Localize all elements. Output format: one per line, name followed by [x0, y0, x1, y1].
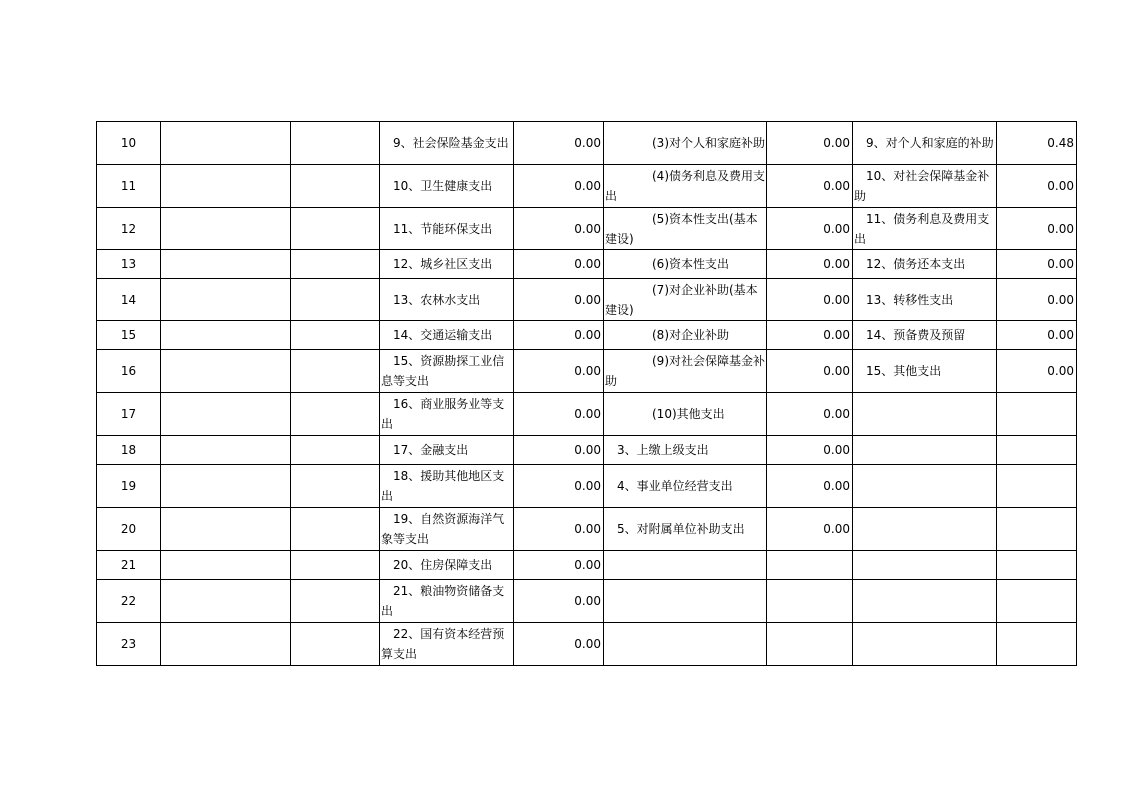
expenditure-item: [380, 551, 514, 580]
economic-item-text: (6)资本性支出: [652, 257, 729, 271]
category-item: [853, 436, 997, 465]
category-amount: [997, 551, 1077, 580]
economic-item: [604, 250, 767, 279]
empty-cell: [291, 393, 380, 436]
expenditure-item-text: 20、住房保障支出: [393, 558, 493, 572]
empty-cell: [291, 551, 380, 580]
category-item-text: 11、债务利息及费用支出: [854, 211, 990, 246]
table-row: [97, 165, 1077, 208]
expenditure-amount: [514, 122, 604, 165]
expenditure-item-text: 13、农林水支出: [393, 292, 481, 307]
empty-cell: [161, 208, 291, 250]
expenditure-item: [380, 321, 514, 350]
table-row: [97, 279, 1077, 321]
category-item: [853, 208, 997, 250]
economic-amount-text: 0.00: [823, 221, 850, 236]
category-item: [853, 623, 997, 666]
row-number: [97, 508, 161, 551]
economic-item: [604, 465, 767, 508]
row-number-text: 16: [120, 364, 137, 378]
category-amount: [997, 580, 1077, 623]
expenditure-amount: [514, 508, 604, 551]
category-amount-text: 0.00: [1047, 179, 1074, 193]
expenditure-item: [380, 623, 514, 666]
row-number: [97, 393, 161, 436]
empty-cell: [161, 580, 291, 623]
expenditure-amount: [514, 465, 604, 508]
empty-cell: [161, 321, 291, 350]
empty-cell: [161, 350, 291, 393]
economic-amount-text: 0.00: [823, 407, 850, 421]
economic-item-text: (8)对企业补助: [652, 328, 729, 342]
empty-cell: [291, 122, 380, 165]
expenditure-item-text: 18、援助其他地区支出: [381, 469, 505, 503]
row-number-text: 11: [120, 179, 137, 193]
table-row: [97, 321, 1077, 350]
expenditure-amount: [514, 580, 604, 623]
expenditure-item: [380, 122, 514, 165]
row-number-text: 18: [120, 443, 137, 457]
expenditure-amount-text: 0.00: [574, 292, 601, 307]
empty-cell: [291, 508, 380, 551]
row-number-text: 13: [120, 257, 137, 271]
economic-amount: [767, 279, 853, 321]
economic-item: [604, 321, 767, 350]
empty-cell: [291, 321, 380, 350]
expenditure-amount-text: 0.00: [574, 179, 601, 193]
row-number: [97, 122, 161, 165]
expenditure-amount-text: 0.00: [574, 637, 601, 651]
category-amount: [997, 321, 1077, 350]
economic-amount: [767, 208, 853, 250]
category-amount: [997, 208, 1077, 250]
empty-cell: [161, 250, 291, 279]
economic-item-text: 5、对附属单位补助支出: [617, 522, 745, 536]
economic-amount: [767, 580, 853, 623]
expenditure-amount-text: 0.00: [574, 594, 601, 608]
row-number-text: 21: [120, 558, 137, 572]
expenditure-table: [96, 121, 1077, 666]
economic-amount-text: 0.00: [823, 328, 850, 342]
expenditure-amount-text: 0.00: [574, 443, 601, 457]
expenditure-item: [380, 208, 514, 250]
expenditure-item-text: 9、社会保险基金支出: [393, 136, 509, 150]
economic-item-text: (3)对个人和家庭补助: [652, 136, 765, 150]
empty-cell: [161, 279, 291, 321]
expenditure-item-text: 22、国有资本经营预算支出: [381, 627, 505, 661]
expenditure-item-text: 15、资源勘探工业信息等支出: [381, 354, 505, 388]
expenditure-item: [380, 279, 514, 321]
category-amount: [997, 350, 1077, 393]
table-row: [97, 436, 1077, 465]
empty-cell: [291, 208, 380, 250]
empty-cell: [291, 165, 380, 208]
category-item: [853, 122, 997, 165]
economic-item: [604, 279, 767, 321]
expenditure-item: [380, 465, 514, 508]
economic-item-text: (4)债务利息及费用支出: [605, 169, 765, 203]
table-row: [97, 250, 1077, 279]
economic-item-text: 4、事业单位经营支出: [617, 479, 733, 493]
economic-item-text: (7)对企业补助(基本建设): [605, 282, 758, 317]
economic-item-text: (9)对社会保障基金补助: [605, 354, 765, 388]
row-number-text: 10: [120, 136, 137, 150]
table-row: [97, 465, 1077, 508]
category-item-text: 9、对个人和家庭的补助: [866, 136, 994, 150]
category-item: [853, 321, 997, 350]
expenditure-amount-text: 0.00: [574, 257, 601, 271]
expenditure-item: [380, 250, 514, 279]
expenditure-item-text: 21、粮油物资储备支出: [381, 584, 505, 618]
economic-item-text: 3、上缴上级支出: [617, 443, 709, 457]
category-amount-text: 0.00: [1047, 364, 1074, 378]
row-number: [97, 208, 161, 250]
economic-item: [604, 350, 767, 393]
expenditure-amount: [514, 393, 604, 436]
expenditure-item-text: 19、自然资源海洋气象等支出: [381, 512, 505, 546]
empty-cell: [291, 436, 380, 465]
row-number-text: 14: [120, 292, 137, 307]
category-item-text: 12、债务还本支出: [866, 257, 966, 271]
economic-amount: [767, 122, 853, 165]
economic-amount: [767, 350, 853, 393]
category-amount: [997, 165, 1077, 208]
economic-item: [604, 436, 767, 465]
category-item: [853, 580, 997, 623]
category-amount-text: 0.00: [1047, 257, 1074, 271]
economic-item: [604, 208, 767, 250]
category-amount-text: 0.00: [1047, 292, 1074, 307]
category-item-text: 14、预备费及预留: [866, 328, 966, 342]
expenditure-item: [380, 165, 514, 208]
table-row: [97, 208, 1077, 250]
economic-amount: [767, 393, 853, 436]
economic-amount: [767, 436, 853, 465]
expenditure-item-text: 11、节能环保支出: [393, 221, 493, 236]
row-number: [97, 279, 161, 321]
economic-item: [604, 580, 767, 623]
economic-item: [604, 393, 767, 436]
row-number-text: 19: [120, 479, 137, 493]
category-amount-text: 0.48: [1047, 136, 1074, 150]
economic-amount-text: 0.00: [823, 522, 850, 536]
economic-amount: [767, 165, 853, 208]
expenditure-item-text: 17、金融支出: [393, 443, 469, 457]
economic-amount: [767, 623, 853, 666]
table-row: [97, 551, 1077, 580]
row-number-text: 15: [120, 328, 137, 342]
category-item: [853, 465, 997, 508]
empty-cell: [161, 508, 291, 551]
category-item: [853, 551, 997, 580]
row-number: [97, 350, 161, 393]
category-amount: [997, 623, 1077, 666]
row-number: [97, 436, 161, 465]
empty-cell: [161, 551, 291, 580]
expenditure-item: [380, 580, 514, 623]
row-number: [97, 321, 161, 350]
economic-item-text: (10)其他支出: [652, 407, 725, 421]
expenditure-item-text: 10、卫生健康支出: [393, 179, 493, 193]
category-item: [853, 508, 997, 551]
expenditure-amount: [514, 623, 604, 666]
category-amount: [997, 122, 1077, 165]
row-number-text: 12: [120, 221, 137, 236]
expenditure-amount: [514, 279, 604, 321]
economic-item: [604, 508, 767, 551]
expenditure-amount-text: 0.00: [574, 328, 601, 342]
category-item-text: 10、对社会保障基金补助: [854, 169, 990, 203]
expenditure-item-text: 16、商业服务业等支出: [381, 397, 505, 431]
economic-item: [604, 623, 767, 666]
category-amount: [997, 436, 1077, 465]
expenditure-amount-text: 0.00: [574, 479, 601, 493]
row-number: [97, 465, 161, 508]
empty-cell: [161, 465, 291, 508]
category-item: [853, 393, 997, 436]
expenditure-item: [380, 436, 514, 465]
row-number-text: 17: [120, 407, 137, 421]
table-row: [97, 508, 1077, 551]
empty-cell: [161, 436, 291, 465]
economic-item: [604, 165, 767, 208]
category-item: [853, 350, 997, 393]
economic-item: [604, 551, 767, 580]
empty-cell: [291, 465, 380, 508]
economic-amount: [767, 465, 853, 508]
row-number: [97, 165, 161, 208]
empty-cell: [291, 250, 380, 279]
economic-amount: [767, 551, 853, 580]
row-number: [97, 551, 161, 580]
expenditure-item: [380, 350, 514, 393]
category-amount: [997, 250, 1077, 279]
category-amount: [997, 393, 1077, 436]
category-amount-text: 0.00: [1047, 328, 1074, 342]
empty-cell: [291, 623, 380, 666]
economic-item-text: (5)资本性支出(基本建设): [605, 211, 758, 246]
expenditure-item: [380, 393, 514, 436]
category-item: [853, 250, 997, 279]
empty-cell: [291, 350, 380, 393]
category-item: [853, 279, 997, 321]
expenditure-amount: [514, 350, 604, 393]
row-number: [97, 623, 161, 666]
category-item-text: 15、其他支出: [866, 364, 942, 378]
expenditure-amount: [514, 250, 604, 279]
economic-amount: [767, 508, 853, 551]
empty-cell: [161, 393, 291, 436]
expenditure-item-text: 14、交通运输支出: [393, 328, 493, 342]
economic-amount-text: 0.00: [823, 292, 850, 307]
table-row: [97, 580, 1077, 623]
economic-amount-text: 0.00: [823, 136, 850, 150]
category-amount: [997, 508, 1077, 551]
row-number-text: 23: [120, 637, 137, 651]
expenditure-amount: [514, 321, 604, 350]
table-row: [97, 350, 1077, 393]
row-number: [97, 250, 161, 279]
empty-cell: [161, 122, 291, 165]
economic-amount: [767, 321, 853, 350]
empty-cell: [161, 165, 291, 208]
row-number: [97, 580, 161, 623]
category-amount-text: 0.00: [1047, 221, 1074, 236]
category-amount: [997, 465, 1077, 508]
economic-item: [604, 122, 767, 165]
empty-cell: [291, 279, 380, 321]
expenditure-amount-text: 0.00: [574, 364, 601, 378]
expenditure-amount-text: 0.00: [574, 558, 601, 572]
economic-amount-text: 0.00: [823, 364, 850, 378]
expenditure-amount: [514, 165, 604, 208]
empty-cell: [161, 623, 291, 666]
expenditure-amount: [514, 551, 604, 580]
expenditure-amount-text: 0.00: [574, 136, 601, 150]
economic-amount: [767, 250, 853, 279]
expenditure-item-text: 12、城乡社区支出: [393, 257, 493, 271]
expenditure-amount-text: 0.00: [574, 407, 601, 421]
expenditure-amount: [514, 436, 604, 465]
expenditure-amount: [514, 208, 604, 250]
row-number-text: 20: [120, 522, 137, 536]
category-item: [853, 165, 997, 208]
table-row: [97, 122, 1077, 165]
economic-amount-text: 0.00: [823, 257, 850, 271]
expenditure-amount-text: 0.00: [574, 221, 601, 236]
table-row: [97, 393, 1077, 436]
table-row: [97, 623, 1077, 666]
economic-amount-text: 0.00: [823, 443, 850, 457]
empty-cell: [291, 580, 380, 623]
row-number-text: 22: [120, 594, 137, 608]
expenditure-item: [380, 508, 514, 551]
economic-amount-text: 0.00: [823, 179, 850, 193]
expenditure-amount-text: 0.00: [574, 522, 601, 536]
economic-amount-text: 0.00: [823, 479, 850, 493]
category-item-text: 13、转移性支出: [866, 292, 954, 307]
category-amount: [997, 279, 1077, 321]
